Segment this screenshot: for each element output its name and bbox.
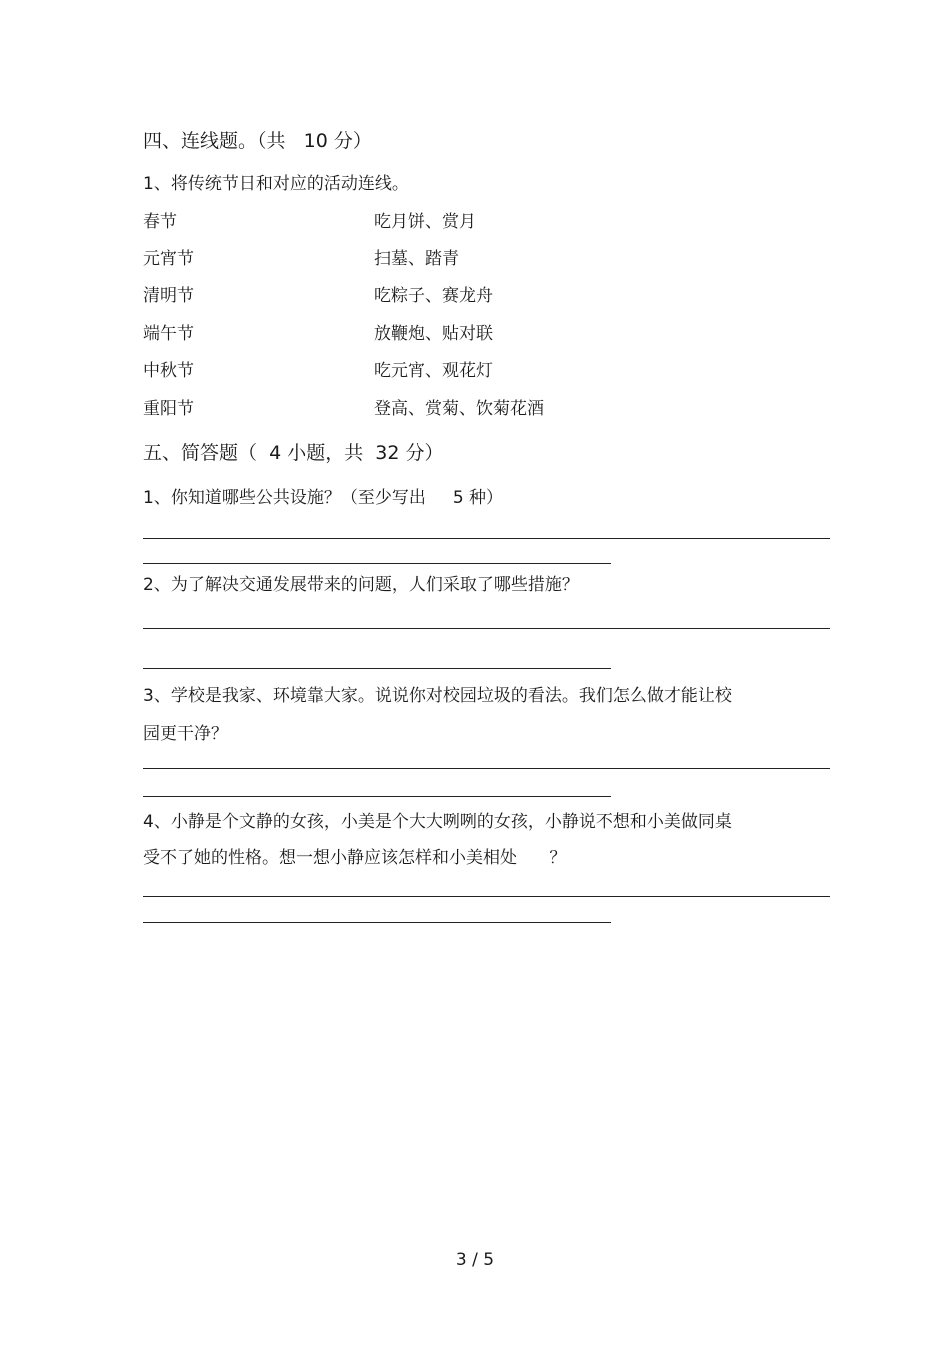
festival-item: 中秋节: [143, 361, 194, 381]
section-4-heading: 四、连线题。（共 10 分）: [143, 130, 372, 152]
answer-line: [143, 628, 830, 629]
answer-line: [143, 796, 611, 797]
activity-item: 登高、赏菊、饮菊花酒: [374, 399, 544, 419]
answer-line: [143, 668, 611, 669]
festival-item: 元宵节: [143, 249, 194, 269]
answer-line: [143, 896, 830, 897]
answer-line: [143, 538, 830, 539]
answer-line: [143, 922, 611, 923]
question-2: 2、为了解决交通发展带来的问题，人们采取了哪些措施？: [143, 575, 579, 595]
answer-line: [143, 563, 611, 564]
festival-item: 清明节: [143, 286, 194, 306]
activity-item: 吃月饼、赏月: [374, 212, 476, 232]
question-1: 1、你知道哪些公共设施？（至少写出 5 种）: [143, 488, 504, 508]
question-4-line-1: 4、小静是个文静的女孩，小美是个大大咧咧的女孩，小静说不想和小美做同桌: [143, 812, 732, 832]
answer-line: [143, 768, 830, 769]
festival-item: 重阳节: [143, 399, 194, 419]
page-number: 3 / 5: [455, 1250, 495, 1270]
festival-item: 春节: [143, 212, 177, 232]
question-3-line-1: 3、学校是我家、环境靠大家。说说你对校园垃圾的看法。我们怎么做才能让校: [143, 686, 732, 706]
activity-item: 吃粽子、赛龙舟: [374, 286, 493, 306]
matching-instruction: 1、将传统节日和对应的活动连线。: [143, 174, 409, 194]
question-4-line-2: 受不了她的性格。想一想小静应该怎样和小美相处 ？: [143, 848, 567, 868]
festival-item: 端午节: [143, 324, 194, 344]
activity-item: 吃元宵、观花灯: [374, 361, 493, 381]
activity-item: 扫墓、踏青: [374, 249, 459, 269]
activity-item: 放鞭炮、贴对联: [374, 324, 493, 344]
section-5-heading: 五、简答题（ 4 小题，共 32 分）: [143, 442, 444, 464]
question-3-line-2: 园更干净？: [143, 724, 228, 744]
